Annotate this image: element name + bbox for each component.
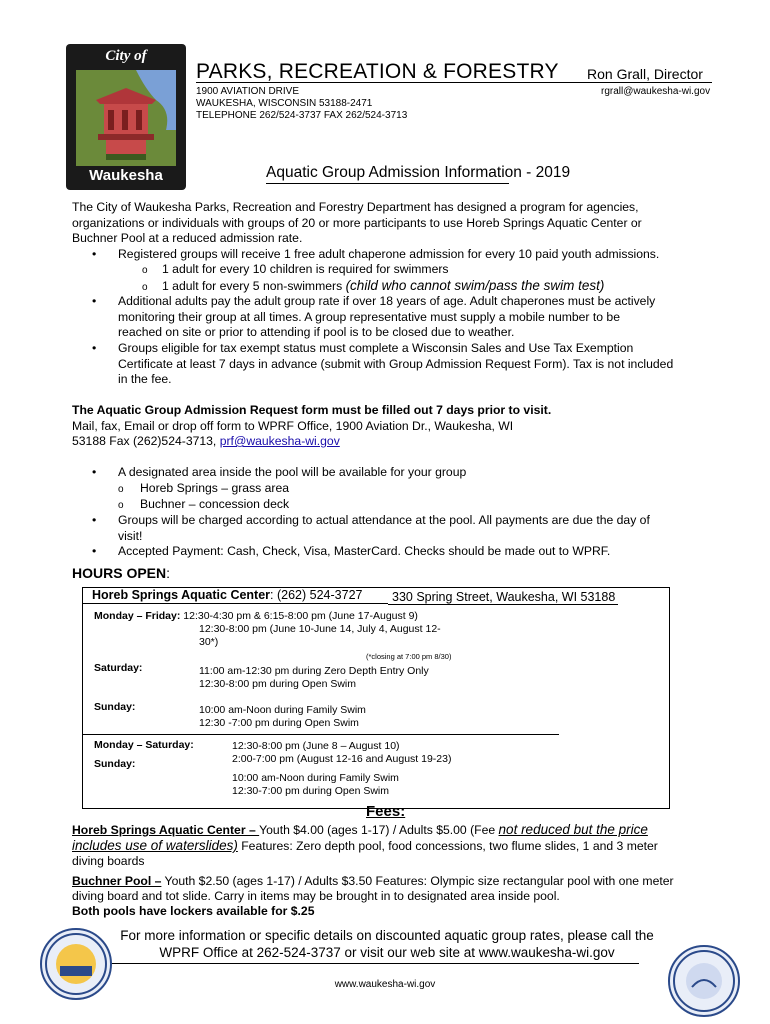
sub-bullet-nonswimmers xyxy=(162,278,604,295)
sub-bullet-marker: o xyxy=(142,282,148,293)
logo-line2: Waukesha xyxy=(89,167,163,184)
buchner-sunday-hours xyxy=(232,772,399,797)
bullet-payment: Accepted Payment: Cash, Check, Visa, MasterCard. Checks should be made out to WPRF. xyxy=(118,544,611,558)
horeb-weekday-hours xyxy=(94,610,418,623)
intro-line: organizations or individuals with groups of 20 or more participants to use Horeb Springs Aquatic Center or xyxy=(72,215,642,230)
address-underline xyxy=(388,604,618,605)
buchner-fee-label: Buchner Pool – xyxy=(72,874,162,888)
contact-line: For more information or specific details on discounted aquatic group rates, please call the xyxy=(120,928,654,943)
address-line: WAUKESHA, WISCONSIN 53188-2471 xyxy=(196,98,373,109)
buchner-fee-text: Youth $2.50 (ages 1-17) / Adults $3.50 Features: Olympic size rectangular pool with one xyxy=(161,874,640,888)
logo-line1: City of xyxy=(105,48,147,64)
header-rule xyxy=(196,82,712,83)
horeb-fee-note: not reduced but the price includes use of waterslides) xyxy=(72,822,648,853)
city-logo xyxy=(66,44,186,190)
address-line: TELEPHONE 262/524-3737 FAX 262/524-3713 xyxy=(196,110,408,121)
weekday-hours-3: 30*) xyxy=(199,635,219,648)
bullet-line: Groups eligible for tax exempt status must complete a Wisconsin Sales and Use Tax Exemption xyxy=(118,341,634,355)
footer-website: www.waukesha-wi.gov xyxy=(334,979,436,990)
buchner-sunday-hours-1: 10:00 am-Noon during Family Swim xyxy=(232,772,399,784)
intro-line: Buchner Pool at a reduced admission rate. xyxy=(72,231,303,245)
sub-bullet-marker: o xyxy=(118,500,124,511)
bullet-marker: • xyxy=(92,513,97,527)
bullet-designated-area: A designated area inside the pool will be available for your group xyxy=(118,465,467,479)
subtitle-underline xyxy=(266,183,509,184)
weekday-hours-2: 12:30-8:00 pm (June 10-June 14, July 4, August 12- xyxy=(199,623,441,635)
saturday-label: Saturday: xyxy=(94,662,143,674)
bullet-tax-exempt xyxy=(118,341,673,388)
weekday-hours-1: 12:30-4:30 pm & 6:15-8:00 pm (June 17-August 9) xyxy=(180,610,418,622)
bullet-marker: • xyxy=(92,247,97,261)
buchner-sunday-hours-2: 12:30-7:00 pm during Open Swim xyxy=(232,784,390,797)
bullet-line: Certificate at least 7 days in advance (submit with Group Admission Request Form). Tax is not included xyxy=(118,356,674,371)
hours-divider xyxy=(82,734,559,735)
department-title: PARKS, RECREATION & FORESTRY xyxy=(196,60,559,83)
sub-bullet-marker: o xyxy=(142,265,148,276)
buchner-weekday-hours xyxy=(232,740,451,765)
buchner-sunday-label: Sunday: xyxy=(94,758,136,770)
horeb-name: Horeb Springs Aquatic Center xyxy=(92,588,271,602)
bullet-line: visit! xyxy=(118,528,143,543)
saturday-hours-1: 11:00 am-12:30 pm during Zero Depth Entry Only xyxy=(199,665,429,677)
sunday-hours-1: 10:00 am-Noon during Family Swim xyxy=(199,704,366,716)
horeb-features: Features: Zero depth pool, food concessions, two flume slides, 1 and 3 meter xyxy=(237,839,658,853)
horeb-phone: : (262) 524-3727 xyxy=(270,588,363,602)
contact-rule xyxy=(102,963,639,964)
intro-line: The City of Waukesha Parks, Recreation and Forestry Department has designed a program for agencies, xyxy=(72,200,639,214)
hours-heading xyxy=(72,565,170,581)
sunday-hours-2: 12:30 -7:00 pm during Open Swim xyxy=(199,716,359,729)
nonswimmers-note: (child who cannot swim/pass the swim test) xyxy=(345,278,605,293)
bullet-line: in the fee. xyxy=(118,372,172,386)
buchner-features: meter diving board and tot slide. Carry in items may be brought in to designated area inside pool. xyxy=(72,874,674,903)
bullet-attendance xyxy=(118,513,650,544)
bullet-line: monitoring their group at all times. A group representative must supply a mobile number to be xyxy=(118,309,620,324)
intro-paragraph xyxy=(72,200,642,247)
sub-bullet-buchner-area: Buchner – concession deck xyxy=(140,497,290,511)
bullet-free-chaperone: Registered groups will receive 1 free adult chaperone admission for every 10 paid youth admissions. xyxy=(118,247,660,261)
logo-artwork xyxy=(76,70,176,166)
sub-bullet-swimmers: 1 adult for every 10 children is required for swimmers xyxy=(162,262,449,276)
horeb-address: 330 Spring Street, Waukesha, WI 53188 xyxy=(392,590,616,604)
horeb-underline xyxy=(82,603,388,604)
sunday-hours xyxy=(199,704,366,729)
weekday-label: Monday – Friday: xyxy=(94,610,181,622)
address-line: 1900 AVIATION DRIVE xyxy=(196,86,300,97)
request-deadline: The Aquatic Group Admission Request form must be filled out 7 days prior to visit. xyxy=(72,403,552,417)
buchner-weekday-hours-1: 12:30-8:00 pm (June 8 – August 10) xyxy=(232,740,400,752)
department-address xyxy=(196,86,407,122)
request-paragraph xyxy=(72,403,551,450)
request-fax: 53188 Fax (262)524-3713, xyxy=(72,434,220,448)
saturday-hours xyxy=(199,665,429,690)
fees-buchner xyxy=(72,874,682,919)
sunday-label: Sunday: xyxy=(94,701,136,713)
sub-bullet-marker: o xyxy=(118,484,124,495)
horeb-fee-label: Horeb Springs Aquatic Center – xyxy=(72,823,260,837)
sub-bullet-horeb-area: Horeb Springs – grass area xyxy=(140,481,290,495)
bullet-line: reached on site or prior to attending if pool is to be closed due to weather. xyxy=(118,325,515,339)
fees-title: Fees: xyxy=(366,803,406,820)
closing-note: (*closing at 7:00 pm 8/30) xyxy=(366,652,452,661)
hours-title: HOURS OPEN xyxy=(72,565,167,581)
buchner-weekday-hours-2: 2:00-7:00 pm (August 12-16 and August 19-23) xyxy=(232,752,452,765)
contact-info xyxy=(102,927,672,961)
contact-line: WPRF Office at 262-524-3737 or visit our web site at www.waukesha-wi.gov xyxy=(159,945,615,960)
horeb-fee-text: Youth $4.00 (ages 1-17) / Adults $5.00 (Fee xyxy=(259,823,499,837)
horeb-features-2: diving boards xyxy=(72,854,145,868)
horeb-weekday-hours-2 xyxy=(199,623,469,648)
email-link[interactable]: prf@waukesha-wi.gov xyxy=(219,434,340,448)
document-subtitle: Aquatic Group Admission Information - 2019 xyxy=(266,164,571,181)
hours-colon: : xyxy=(166,565,171,581)
bullet-marker: • xyxy=(92,465,97,479)
bullet-additional-adults xyxy=(118,294,655,341)
horeb-hours-header xyxy=(92,588,362,602)
bullet-line: Groups will be charged according to actual attendance at the pool. All payments are due the day of xyxy=(118,513,650,527)
nonswimmers-text: 1 adult for every 5 non-swimmers xyxy=(162,279,343,293)
bullet-marker: • xyxy=(92,544,97,558)
bullet-marker: • xyxy=(92,294,97,308)
saturday-hours-2: 12:30-8:00 pm during Open Swim xyxy=(199,677,357,690)
bullet-marker: • xyxy=(92,341,97,355)
director-email: rgrall@waukesha-wi.gov xyxy=(601,86,711,97)
lockers-note: Both pools have lockers available for $.25 xyxy=(72,904,315,918)
buchner-weekday-label: Monday – Saturday: xyxy=(94,739,194,751)
request-line: Mail, fax, Email or drop off form to WPRF Office, 1900 Aviation Dr., Waukesha, WI xyxy=(72,418,514,433)
fees-horeb xyxy=(72,822,682,869)
bullet-line: Additional adults pay the adult group rate if over 18 years of age. Adult chaperones must be actively xyxy=(118,294,656,308)
director-name: Ron Grall, Director xyxy=(587,66,703,82)
request-line xyxy=(72,434,551,450)
